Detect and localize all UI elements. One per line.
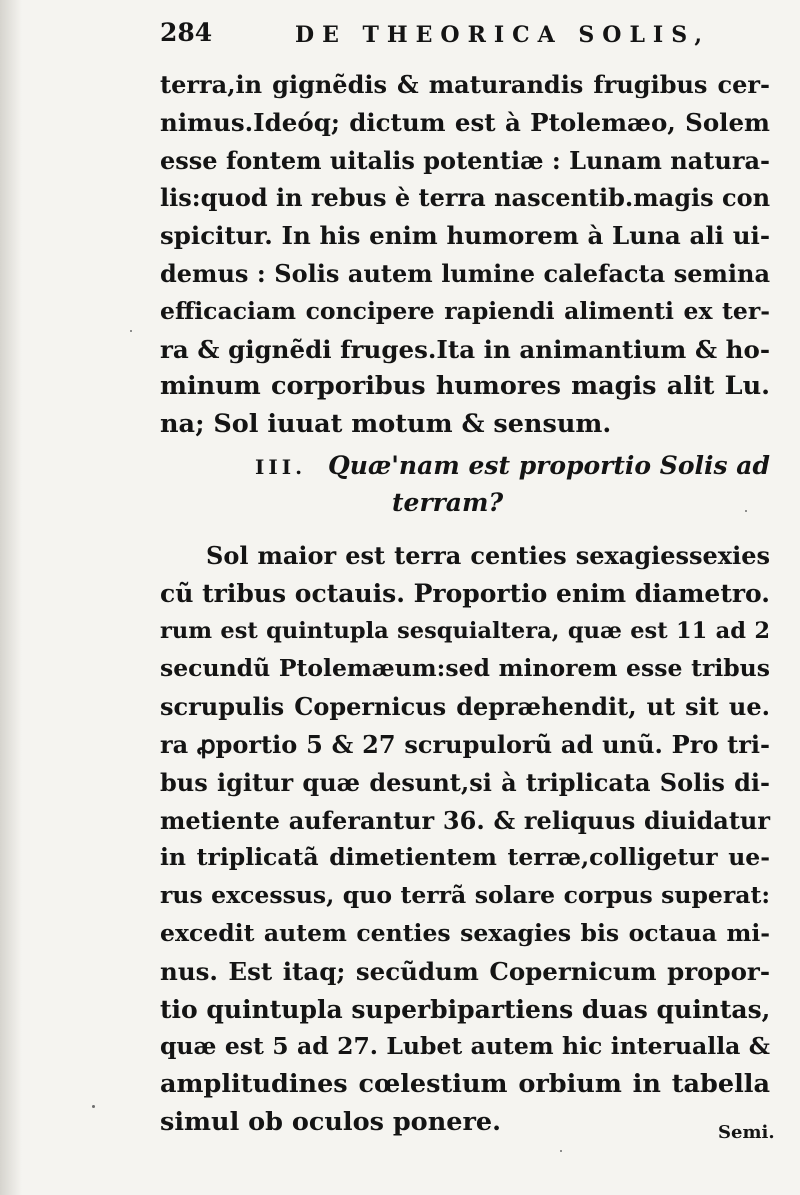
text-line: simul ob oculos ponere. xyxy=(160,1106,501,1137)
paper-speck xyxy=(92,1105,95,1108)
text-line: ra & gignẽdi fruges.Ita in animantium & ho- xyxy=(160,334,770,364)
paragraph-2 xyxy=(160,537,770,1142)
paper-speck xyxy=(130,330,132,332)
paragraph-1 xyxy=(160,66,770,444)
text-line: metiente auferantur 36. & reliquus diuidatur xyxy=(160,805,770,835)
text-line: nus. Est itaq; secũdum Copernicum propor- xyxy=(160,956,770,986)
text-line: esse fontem uitalis potentiæ : Lunam natura- xyxy=(160,145,770,175)
text-line: demus : Solis autem lumine calefacta semina xyxy=(160,258,770,288)
text-line: efficaciam concipere rapiendi alimenti ex ter- xyxy=(160,296,770,325)
paper-speck xyxy=(745,510,747,512)
text-line: terra,in gignẽdis & maturandis frugibus cer- xyxy=(160,70,770,99)
text-line: lis:quod in rebus è terra nascentib.magis con xyxy=(160,183,771,213)
text-line: secundũ Ptolemæum:sed minorem esse tribus xyxy=(160,654,770,683)
question-line-2: terram? xyxy=(392,488,504,517)
page-header xyxy=(160,18,720,66)
gutter-shadow xyxy=(0,0,22,1195)
text-line: tio quintupla superbipartiens duas quintas, xyxy=(160,994,771,1024)
text-line: rum est quintupla sesquialtera, quæ est 11 ad 2 xyxy=(160,617,770,644)
text-line: minum corporibus humores magis alit Lu. xyxy=(160,371,770,402)
text-line: bus igitur quæ desunt,si à triplicata Solis di- xyxy=(160,767,770,797)
text-line: scrupulis Copernicus depræhendit, ut sit ue. xyxy=(160,692,770,722)
text-line: Sol maior est terra centies sexagiessexies xyxy=(206,541,770,570)
text-line: ra ꝓportio 5 & 27 scrupulorũ ad unũ. Pro tri- xyxy=(160,729,770,759)
text-line: spicitur. In his enim humorem à Luna ali ui- xyxy=(160,221,770,251)
question-heading xyxy=(160,448,770,521)
question-number: III. xyxy=(255,455,307,479)
text-line: nimus.Ideóq; dictum est à Ptolemæo, Solem xyxy=(160,107,770,137)
text-line: na; Sol iuuat motum & sensum. xyxy=(160,409,612,440)
paper-speck xyxy=(560,1150,562,1152)
question-line-1 xyxy=(160,448,770,485)
text-line: quæ est 5 ad 27. Lubet autem hic interualla & xyxy=(160,1032,770,1061)
catchword: Semi. xyxy=(718,1122,775,1143)
text-line: in triplicatã dimetientem terræ,colligetur ue- xyxy=(160,843,770,872)
text-line: amplitudines cœlestium orbium in tabella xyxy=(160,1069,770,1100)
running-title: DE THEORICA SOLIS, xyxy=(295,22,710,48)
page-number: 284 xyxy=(160,18,213,47)
text-line: cũ tribus octauis. Proportio enim diametro. xyxy=(160,578,770,608)
question-text: Quæ'nam est proportio Solis ad xyxy=(328,451,770,480)
text-line: rus excessus, quo terrã solare corpus superat: xyxy=(160,881,770,910)
text-line: excedit autem centies sexagies bis octaua mi- xyxy=(160,918,770,947)
